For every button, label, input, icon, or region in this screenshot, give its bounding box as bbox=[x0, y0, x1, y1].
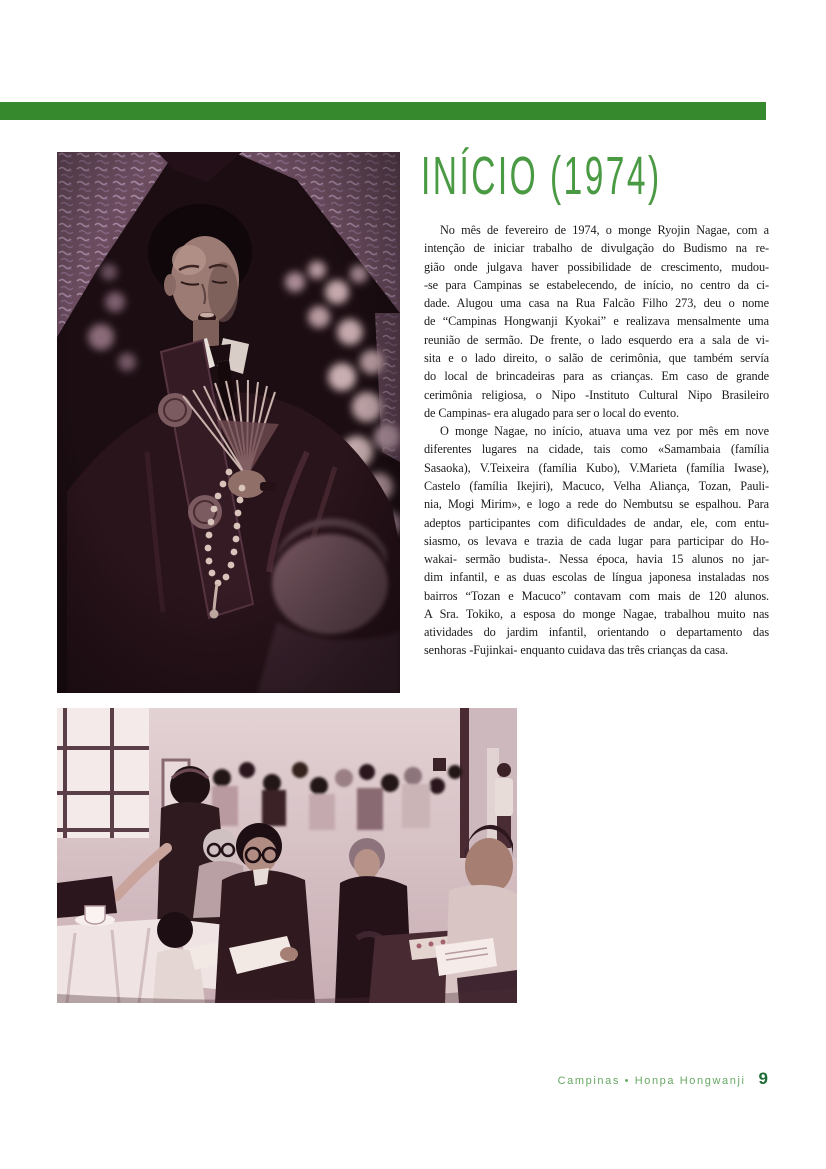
text-line: A Sra. Tokiko, a esposa do monge Nagae, trabalhou muito nas bbox=[424, 606, 769, 621]
text-line: senhoras -Fujinkai- enquanto cuidava das três crianças da casa. bbox=[424, 643, 729, 658]
text-line: intenção de iniciar trabalho de divulgação do Budismo na re- bbox=[424, 241, 769, 256]
monk-portrait-illustration bbox=[57, 152, 400, 693]
text-line: gião onde julgava haver possibilidade de crescimento, mudou- bbox=[424, 259, 769, 274]
photo-congregation bbox=[57, 708, 517, 1003]
text-line: Sasaoka), V.Teixeira (família Kubo), V.Marieta (família Iwase), bbox=[424, 460, 769, 475]
text-line: diferentes lugares na cidade, tais como «Samambaia (família bbox=[424, 442, 769, 457]
text-line: atividades do jardim infantil, orientando o departamento das bbox=[424, 625, 769, 640]
running-footer-text: Campinas • Honpa Hongwanji bbox=[557, 1075, 746, 1087]
text-line: bairros “Tozan e Macuco” contavam com mais de 120 alunos. bbox=[424, 588, 769, 603]
congregation-illustration bbox=[57, 708, 517, 1003]
text-line: siasmo, os levava e trazia de cada lugar para participar do Ho- bbox=[424, 533, 769, 548]
text-line: O monge Nagae, no início, atuava uma vez por mês em nove bbox=[440, 424, 769, 439]
page-number: 9 bbox=[758, 1069, 768, 1088]
doorway-figure bbox=[469, 708, 517, 858]
article-text bbox=[424, 221, 769, 660]
text-line: Castelo (família Ikejiri), Macuco, Velha Aliança, Tozan, Pauli- bbox=[424, 478, 769, 493]
text-line: wakai- sermão budista-. Nessa época, havia 15 alunos no jar- bbox=[424, 552, 769, 567]
text-line: dade. Alugou uma casa na Rua Falcão Filho 273, deu o nome bbox=[424, 296, 769, 311]
text-line: cerimônia religiosa, o Nipo -Instituto Cultural Nipo Brasileiro bbox=[424, 387, 769, 402]
text-line: adeptos participantes com dificuldades de andar, ele, com entu- bbox=[424, 515, 769, 530]
text-line: do local de brincadeiras para as crianças. Em caso de grande bbox=[424, 369, 769, 384]
text-line: dim infantil, e as duas escolas de língua japonesa instaladas nos bbox=[424, 570, 769, 585]
text-line: reunião de sermão. De frente, o lado esquerdo era a sala de vi- bbox=[424, 332, 769, 347]
text-line: nia, Mogi Mirim», e logo a rede do Nembutsu se espalhou. Para bbox=[424, 497, 769, 512]
page-footer bbox=[558, 1069, 768, 1089]
photo-monk-portrait bbox=[57, 152, 400, 693]
wall-vent bbox=[433, 758, 446, 771]
text-line: -se para Campinas se estabelecendo, de início, no centro da ci- bbox=[424, 277, 769, 292]
text-line: No mês de fevereiro de 1974, o monge Ryojin Nagae, com a bbox=[440, 223, 769, 237]
paragraph bbox=[424, 221, 769, 422]
paragraph bbox=[424, 422, 769, 660]
page-title: INÍCIO (1974) bbox=[421, 146, 662, 206]
text-line: de “Campinas Hongwanji Kyokai” e realizava mensalmente uma bbox=[424, 314, 769, 329]
text-line: sita e o lado direito, o salão de cerimônia, que também servía bbox=[424, 350, 769, 365]
green-accent-bar bbox=[0, 102, 766, 120]
text-line: de Campinas- era alugado para ser o local do evento. bbox=[424, 405, 679, 420]
door-edge bbox=[460, 708, 469, 858]
